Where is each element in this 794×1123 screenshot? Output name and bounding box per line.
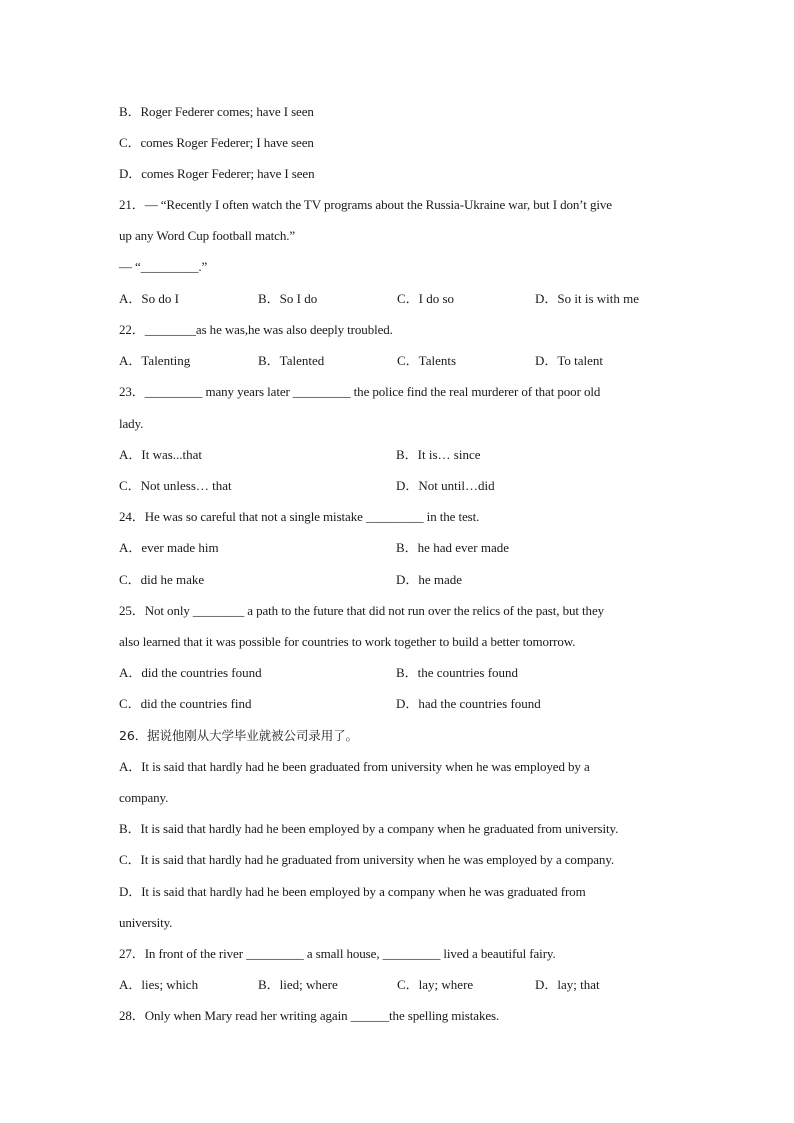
q24-option-d: D．he made [396, 572, 463, 587]
q25-option-b: B．the countries found [396, 665, 519, 680]
q24-option-b: B．he had ever made [396, 540, 509, 555]
q27-option-b: B．lied; where [258, 977, 338, 992]
q28-stem: 28．Only when Mary read her writing again ______the spelling mistakes. [119, 1008, 500, 1023]
q24-option-a: A．ever made him [119, 540, 219, 555]
q23-option-b: B．It is… since [396, 447, 481, 462]
q27-option-c: C．lay; where [397, 977, 474, 992]
q22-option-d: D．To talent [535, 353, 604, 368]
q27-option-d: D．lay; that [535, 977, 600, 992]
q25-option-c: C．did the countries find [119, 696, 252, 711]
q27-option-a: A．lies; which [119, 977, 199, 992]
q26-option-a-line1: A．It is said that hardly had he been graduated from university when he was employed by a [119, 759, 590, 774]
q23-option-a: A．It was...that [119, 447, 203, 462]
q20-option-b: B．Roger Federer comes; have I seen [119, 104, 314, 119]
q25-option-d: D．had the countries found [396, 696, 541, 711]
q21-option-a: A．So do I [119, 291, 179, 306]
q22-option-b: B．Talented [258, 353, 325, 368]
q26-option-d-line2: university. [119, 915, 173, 930]
q26-option-d-line1: D．It is said that hardly had he been employed by a company when he was graduated from [119, 884, 586, 899]
q25-stem-line2: also learned that it was possible for countries to work together to build a better tomorrow. [119, 634, 576, 649]
q26-option-b: B．It is said that hardly had he been employed by a company when he graduated from university. [119, 821, 619, 836]
q22-option-a: A．Talenting [119, 353, 191, 368]
q27-stem: 27．In front of the river _________ a small house, _________ lived a beautiful fairy. [119, 946, 556, 961]
q22-option-c: C．Talents [397, 353, 457, 368]
q21-stem-line3: — “_________.” [119, 259, 208, 274]
q26-stem: 26．据说他刚从大学毕业就被公司录用了。 [119, 728, 358, 743]
q26-option-a-line2: company. [119, 790, 169, 805]
q23-stem-line2: lady. [119, 416, 144, 431]
q20-option-d: D．comes Roger Federer; have I seen [119, 166, 315, 181]
q23-option-c: C．Not unless… that [119, 478, 232, 493]
q23-stem-line1: 23．_________ many years later _________ the police find the real murderer of that poor old [119, 384, 601, 399]
q21-option-b: B．So I do [258, 291, 318, 306]
q22-stem: 22．________as he was,he was also deeply troubled. [119, 322, 393, 337]
q21-stem-line1: 21．— “Recently I often watch the TV programs about the Russia-Ukraine war, but I don’t give [119, 197, 612, 212]
q20-option-c: C．comes Roger Federer; I have seen [119, 135, 314, 150]
q25-option-a: A．did the countries found [119, 665, 262, 680]
q21-option-d: D．So it is with me [535, 291, 640, 306]
q25-stem-line1: 25．Not only ________ a path to the future that did not run over the relics of the past, but they [119, 603, 605, 618]
q21-option-c: C．I do so [397, 291, 455, 306]
q24-option-c: C．did he make [119, 572, 205, 587]
q24-stem: 24．He was so careful that not a single mistake _________ in the test. [119, 509, 480, 524]
q21-stem-line2: up any Word Cup football match.” [119, 228, 296, 243]
q23-option-d: D．Not until…did [396, 478, 495, 493]
q26-option-c: C．It is said that hardly had he graduated from university when he was employed by a company. [119, 852, 615, 867]
